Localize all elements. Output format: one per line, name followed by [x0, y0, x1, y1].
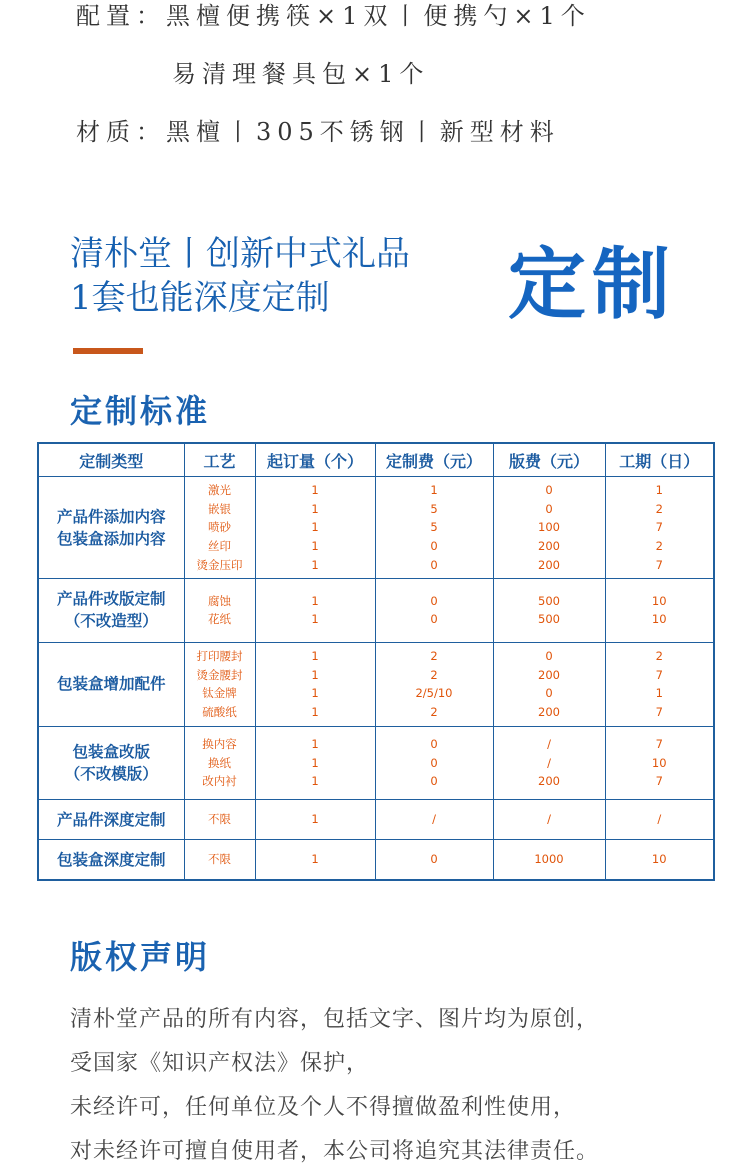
days-value: 7: [655, 704, 663, 719]
type-cell: [38, 726, 184, 799]
craft-value: 硫酸纸: [202, 704, 237, 719]
days-value: 7: [655, 774, 663, 789]
type-cell: [38, 840, 184, 880]
plate-value: 200: [538, 667, 560, 682]
plate-value: 0: [545, 686, 553, 701]
table-row: [38, 579, 714, 642]
fee-value: 5: [430, 501, 438, 516]
moq-cell: [255, 579, 375, 642]
moq-value: 1: [311, 483, 319, 498]
plate-value: 100: [538, 520, 560, 535]
plate-cell: [493, 642, 605, 726]
days-value: 7: [655, 737, 663, 752]
craft-value: 换纸: [208, 755, 231, 770]
type-label: 包装盒改版: [72, 743, 150, 762]
moq-value: 1: [311, 593, 319, 608]
moq-value: 1: [311, 704, 319, 719]
craft-value: 打印腰封: [196, 649, 243, 664]
plate-value: 200: [538, 774, 560, 789]
fee-value: 1: [430, 483, 438, 498]
plate-value: 1000: [534, 852, 564, 867]
accent-bar: [73, 348, 143, 354]
days-value: 10: [651, 593, 667, 608]
moq-value: 1: [311, 737, 319, 752]
table-header-row: [38, 443, 714, 477]
days-value: 10: [651, 852, 667, 867]
spec-material: 材质：黑檀丨305不锈钢丨新型材料: [76, 118, 560, 146]
plate-value: 500: [538, 593, 560, 608]
plate-cell: [493, 840, 605, 880]
type-label: （不改造型）: [64, 612, 158, 631]
type-cell: [38, 477, 184, 579]
fee-value: 0: [430, 612, 438, 627]
days-value: 7: [655, 557, 663, 572]
craft-value: 激光: [208, 483, 231, 498]
moq-cell: [255, 840, 375, 880]
header-craft: 工艺: [184, 443, 255, 477]
craft-value: 腐蚀: [208, 593, 231, 608]
type-label: 产品件添加内容: [56, 507, 166, 526]
fee-value: 2: [430, 704, 438, 719]
table-row: [38, 840, 714, 880]
copyright-line-2: 受国家《知识产权法》保护，: [70, 1051, 370, 1076]
moq-value: 1: [311, 557, 319, 572]
moq-value: 1: [311, 686, 319, 701]
type-label: （不改模版）: [64, 765, 158, 784]
fee-value: 0: [430, 593, 438, 608]
days-value: 10: [651, 755, 667, 770]
moq-value: 1: [311, 812, 319, 827]
plate-value: 500: [538, 612, 560, 627]
plate-value: 200: [538, 538, 560, 553]
plate-value: 0: [545, 649, 553, 664]
days-value: 7: [655, 667, 663, 682]
moq-cell: [255, 477, 375, 579]
table-row: [38, 477, 714, 579]
fee-value: 2: [430, 667, 438, 682]
spec-config: 配置：黑檀便携筷×1双丨便携勺×1个: [76, 2, 591, 30]
table-row: [38, 642, 714, 726]
craft-value: 喷砂: [208, 520, 231, 535]
fee-value: 5: [430, 520, 438, 535]
plate-cell: [493, 800, 605, 840]
fee-value: 0: [430, 737, 438, 752]
plate-value: 200: [538, 704, 560, 719]
craft-cell: [184, 840, 255, 880]
type-cell: [38, 579, 184, 642]
promo-line-2: 1套也能深度定制: [70, 278, 330, 318]
plate-value: /: [547, 812, 551, 827]
craft-value: 换内容: [202, 737, 237, 752]
days-value: 2: [655, 538, 663, 553]
fee-value: 0: [430, 755, 438, 770]
craft-cell: [184, 800, 255, 840]
days-value: /: [657, 812, 662, 827]
moq-cell: [255, 642, 375, 726]
days-value: 1: [655, 686, 663, 701]
fee-cell: [375, 800, 493, 840]
craft-value: 烫金压印: [196, 557, 243, 572]
fee-cell: [375, 642, 493, 726]
plate-value: 0: [545, 501, 553, 516]
craft-value: 不限: [208, 812, 231, 827]
days-cell: [605, 800, 714, 840]
craft-value: 嵌银: [208, 501, 231, 516]
table-row: [38, 800, 714, 840]
type-label: 包装盒深度定制: [56, 850, 166, 869]
days-cell: [605, 642, 714, 726]
days-cell: [605, 726, 714, 799]
standard-table: [37, 442, 715, 881]
plate-cell: [493, 726, 605, 799]
fee-cell: [375, 840, 493, 880]
table-row: [38, 726, 714, 799]
moq-value: 1: [311, 649, 319, 664]
plate-value: 200: [538, 557, 560, 572]
fee-value: 0: [430, 774, 438, 789]
plate-value: 0: [545, 483, 553, 498]
craft-cell: [184, 726, 255, 799]
plate-value: /: [547, 755, 551, 770]
header-days: 工期（日）: [605, 443, 714, 477]
type-label: 产品件改版定制: [56, 590, 166, 609]
spec-config-cont: 易清理餐具包×1个: [172, 60, 430, 88]
craft-value: 不限: [208, 852, 231, 867]
fee-value: 0: [430, 852, 438, 867]
plate-cell: [493, 579, 605, 642]
craft-value: 钛金牌: [202, 686, 237, 701]
copyright-line-1: 清朴堂产品的所有内容，包括文字、图片均为原创，: [70, 1007, 600, 1032]
craft-cell: [184, 477, 255, 579]
header-type: 定制类型: [38, 443, 184, 477]
header-plate: 版费（元）: [493, 443, 605, 477]
moq-cell: [255, 800, 375, 840]
moq-value: 1: [311, 538, 319, 553]
promo-big-title: 定制: [508, 240, 677, 330]
craft-value: 烫金腰封: [196, 667, 243, 682]
craft-cell: [184, 642, 255, 726]
header-fee: 定制费（元）: [375, 443, 493, 477]
days-value: 2: [655, 649, 663, 664]
standard-title: 定制标准: [70, 392, 211, 430]
craft-value: 丝印: [208, 538, 231, 553]
days-value: 10: [651, 612, 667, 627]
moq-value: 1: [311, 774, 319, 789]
fee-cell: [375, 726, 493, 799]
moq-value: 1: [311, 612, 319, 627]
fee-value: 0: [430, 538, 438, 553]
days-value: 2: [655, 501, 663, 516]
craft-value: 改内衬: [202, 774, 237, 789]
moq-cell: [255, 726, 375, 799]
fee-value: 2/5/10: [415, 686, 453, 701]
plate-cell: [493, 477, 605, 579]
moq-value: 1: [311, 852, 319, 867]
fee-value: /: [432, 812, 436, 827]
type-label: 包装盒添加内容: [56, 529, 166, 548]
copyright-line-4: 对未经许可擅自使用者，本公司将追究其法律责任。: [70, 1139, 600, 1164]
plate-value: /: [547, 737, 551, 752]
copyright-title: 版权声明: [70, 938, 211, 976]
fee-value: 2: [430, 649, 438, 664]
fee-cell: [375, 477, 493, 579]
craft-value: 花纸: [208, 612, 231, 627]
craft-cell: [184, 579, 255, 642]
days-cell: [605, 840, 714, 880]
copyright-line-3: 未经许可，任何单位及个人不得擅做盈利性使用，: [70, 1095, 577, 1120]
type-label: 产品件深度定制: [56, 810, 166, 829]
moq-value: 1: [311, 520, 319, 535]
moq-value: 1: [311, 501, 319, 516]
type-cell: [38, 642, 184, 726]
days-cell: [605, 477, 714, 579]
header-moq: 起订量（个）: [255, 443, 375, 477]
fee-cell: [375, 579, 493, 642]
days-cell: [605, 579, 714, 642]
days-value: 7: [655, 520, 663, 535]
moq-value: 1: [311, 667, 319, 682]
fee-value: 0: [430, 557, 438, 572]
moq-value: 1: [311, 755, 319, 770]
days-value: 1: [655, 483, 663, 498]
type-cell: [38, 800, 184, 840]
promo-line-1: 清朴堂丨创新中式礼品: [70, 234, 410, 274]
type-label: 包装盒增加配件: [56, 675, 166, 694]
